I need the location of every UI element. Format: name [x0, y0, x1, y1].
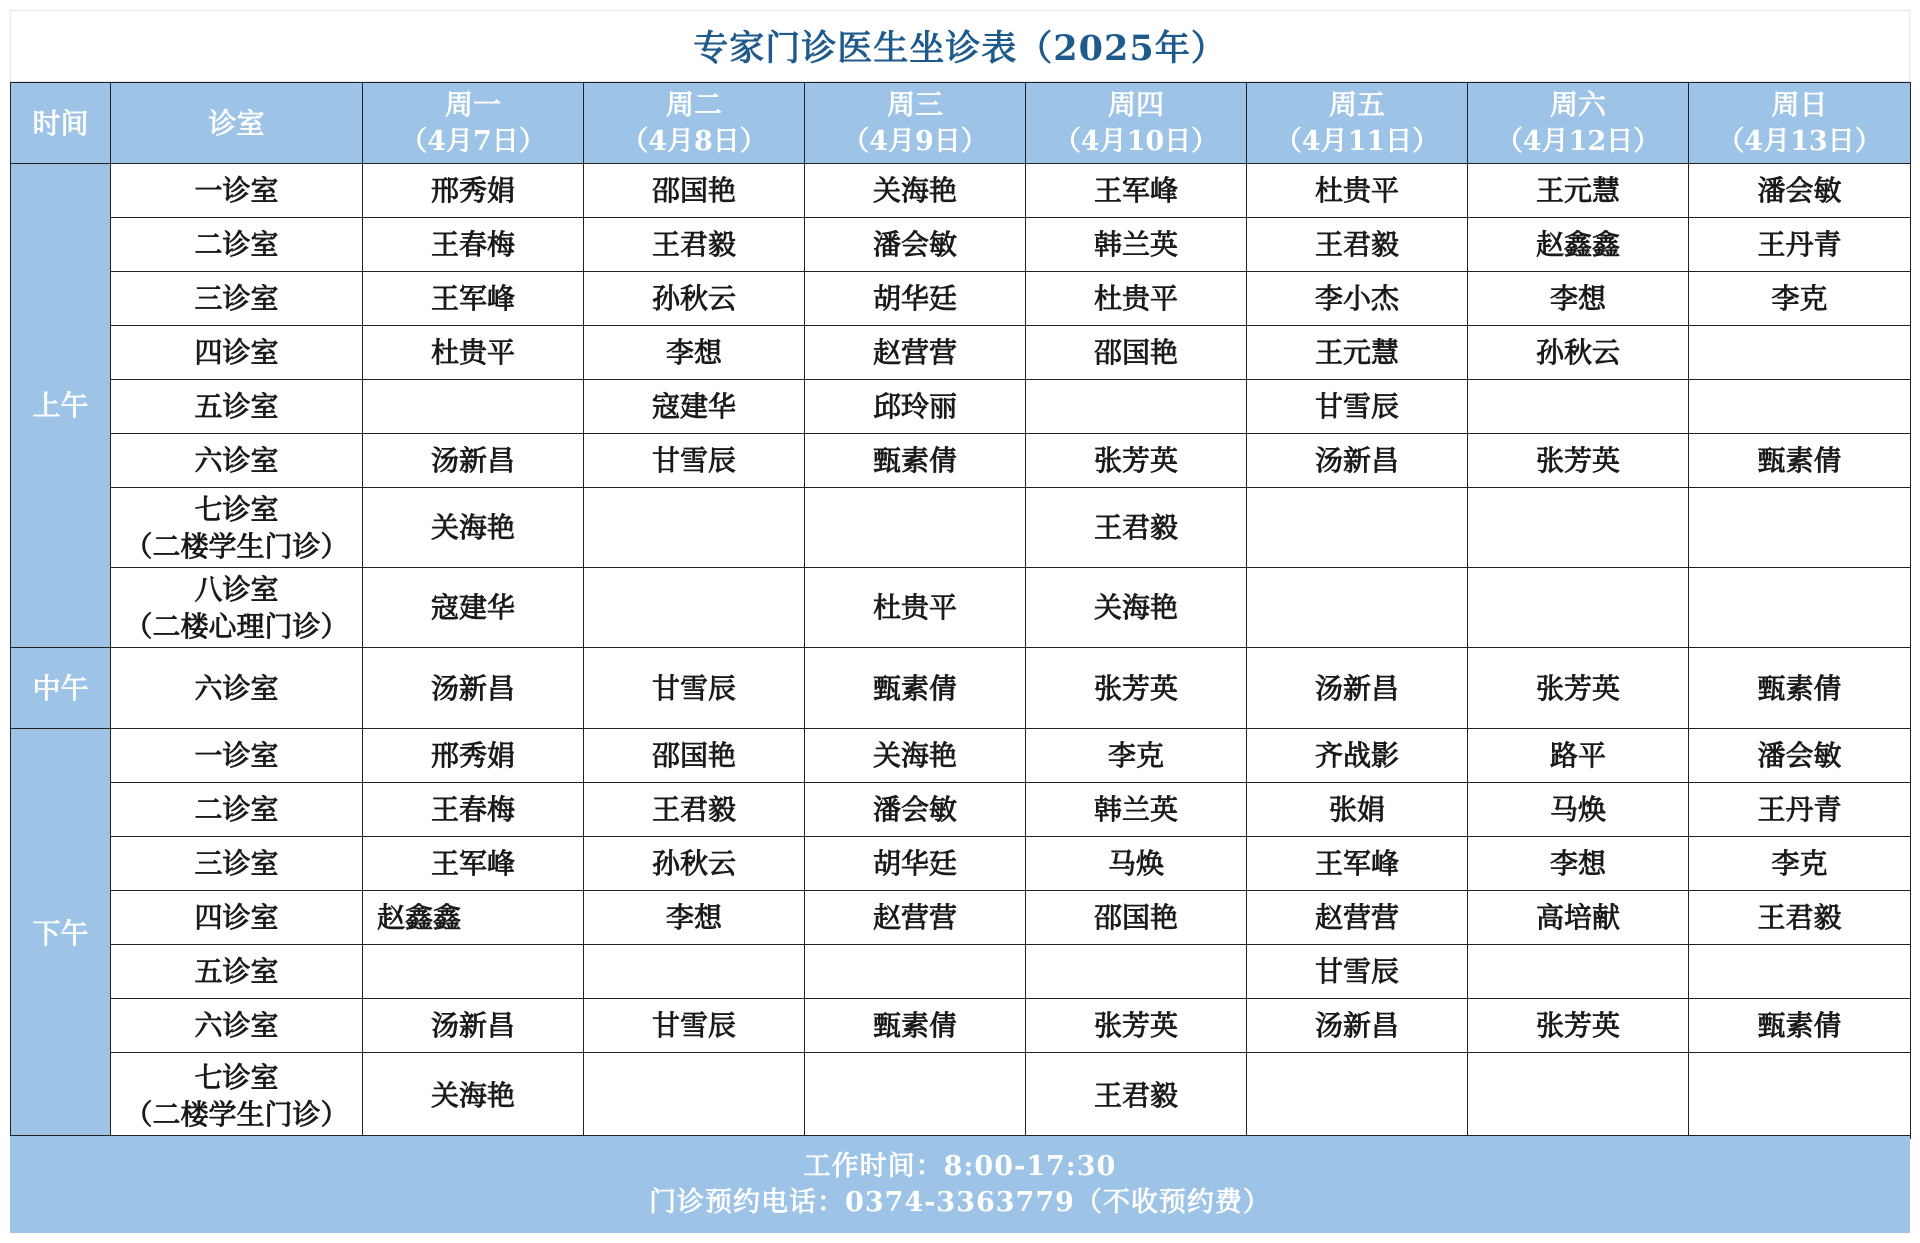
- day-name: 周六: [1549, 88, 1606, 121]
- doctor-cell: 孙秋云: [584, 272, 805, 326]
- doctor-cell: 王君毅: [1689, 891, 1911, 945]
- doctor-cell: 张芳英: [1026, 648, 1247, 729]
- doctor-cell: 甘雪辰: [1247, 945, 1468, 999]
- table-row: [11, 488, 1911, 568]
- doctor-cell: [1468, 568, 1689, 648]
- doctor-cell: 马焕: [1468, 783, 1689, 837]
- doctor-cell: 邵国艳: [584, 729, 805, 783]
- day-name: 周四: [1107, 88, 1164, 121]
- doctor-cell: 甘雪辰: [584, 434, 805, 488]
- doctor-cell: 关海艳: [363, 1053, 584, 1139]
- table-row: [11, 272, 1911, 326]
- doctor-cell: [1468, 945, 1689, 999]
- doctor-cell: 韩兰英: [1026, 218, 1247, 272]
- doctor-cell: 韩兰英: [1026, 783, 1247, 837]
- table-row: [11, 380, 1911, 434]
- doctor-cell: [1247, 1053, 1468, 1139]
- header-time: 时间: [11, 83, 111, 164]
- doctor-cell: 潘会敏: [805, 783, 1026, 837]
- header-day: [1689, 83, 1911, 164]
- doctor-cell: 甄素倩: [1689, 434, 1911, 488]
- doctor-cell: 汤新昌: [363, 648, 584, 729]
- table-row: [11, 326, 1911, 380]
- doctor-cell: 李想: [1468, 837, 1689, 891]
- doctor-cell: [1689, 945, 1911, 999]
- room-cell: 六诊室: [111, 434, 363, 488]
- day-date: （4月8日）: [621, 126, 767, 157]
- doctor-cell: 王元慧: [1247, 326, 1468, 380]
- doctor-cell: [1247, 568, 1468, 648]
- doctor-cell: [1689, 1053, 1911, 1139]
- room-cell: 六诊室: [111, 648, 363, 729]
- room-cell: 一诊室: [111, 164, 363, 218]
- day-date: （4月7日）: [400, 126, 546, 157]
- day-name: 周三: [886, 88, 943, 121]
- table-row: [11, 783, 1911, 837]
- doctor-cell: 王军峰: [363, 272, 584, 326]
- doctor-cell: 王君毅: [1026, 1053, 1247, 1139]
- doctor-cell: [1689, 568, 1911, 648]
- doctor-cell: 马焕: [1026, 837, 1247, 891]
- doctor-cell: 李克: [1689, 837, 1911, 891]
- doctor-cell: 关海艳: [1026, 568, 1247, 648]
- doctor-cell: 张娟: [1247, 783, 1468, 837]
- doctor-cell: 甄素倩: [805, 434, 1026, 488]
- period-morning: 上午: [11, 164, 111, 648]
- room-cell: 五诊室: [111, 380, 363, 434]
- table-row: [11, 164, 1911, 218]
- room-cell: 六诊室: [111, 999, 363, 1053]
- doctor-cell: [1468, 488, 1689, 568]
- doctor-cell: [584, 568, 805, 648]
- table-row: [11, 999, 1911, 1053]
- doctor-cell: 汤新昌: [363, 999, 584, 1053]
- header-day: [584, 83, 805, 164]
- doctor-cell: [805, 1053, 1026, 1139]
- day-date: （4月12日）: [1495, 126, 1661, 157]
- doctor-cell: 王君毅: [584, 783, 805, 837]
- header-day: [805, 83, 1026, 164]
- room-cell: 五诊室: [111, 945, 363, 999]
- room-name: 八诊室: [194, 572, 279, 606]
- doctor-cell: 王君毅: [584, 218, 805, 272]
- doctor-cell: 路平: [1468, 729, 1689, 783]
- day-date: （4月13日）: [1717, 126, 1882, 157]
- doctor-cell: 甄素倩: [805, 648, 1026, 729]
- table-row: [11, 891, 1911, 945]
- room-cell: 三诊室: [111, 272, 363, 326]
- doctor-cell: 潘会敏: [805, 218, 1026, 272]
- schedule-table: [10, 82, 1911, 1139]
- day-name: 周二: [665, 88, 722, 121]
- room-cell: [111, 1053, 363, 1139]
- doctor-cell: 张芳英: [1468, 999, 1689, 1053]
- period-afternoon: 下午: [11, 729, 111, 1139]
- doctor-cell: 杜贵平: [805, 568, 1026, 648]
- header-day: [1247, 83, 1468, 164]
- doctor-cell: 甄素倩: [805, 999, 1026, 1053]
- room-cell: 三诊室: [111, 837, 363, 891]
- doctor-cell: 王君毅: [1247, 218, 1468, 272]
- day-date: （4月10日）: [1053, 126, 1219, 157]
- header-day: [1026, 83, 1247, 164]
- table-row: [11, 945, 1911, 999]
- doctor-cell: [1689, 380, 1911, 434]
- doctor-cell: 张芳英: [1468, 434, 1689, 488]
- doctor-cell: 甘雪辰: [584, 999, 805, 1053]
- doctor-cell: 李想: [584, 891, 805, 945]
- doctor-cell: 李想: [584, 326, 805, 380]
- doctor-cell: 张芳英: [1026, 999, 1247, 1053]
- doctor-cell: 赵营营: [805, 891, 1026, 945]
- doctor-cell: [805, 945, 1026, 999]
- doctor-cell: 邢秀娟: [363, 729, 584, 783]
- room-subtitle: （二楼心理门诊）: [124, 609, 349, 643]
- doctor-cell: 赵鑫鑫: [363, 891, 584, 945]
- room-cell: [111, 568, 363, 648]
- day-name: 周五: [1328, 88, 1385, 121]
- doctor-cell: 邢秀娟: [363, 164, 584, 218]
- doctor-cell: 寇建华: [584, 380, 805, 434]
- doctor-cell: 孙秋云: [1468, 326, 1689, 380]
- room-subtitle: （二楼学生门诊）: [124, 529, 349, 563]
- doctor-cell: 甘雪辰: [584, 648, 805, 729]
- doctor-cell: [1026, 945, 1247, 999]
- period-noon: 中午: [11, 648, 111, 729]
- table-row: [11, 837, 1911, 891]
- doctor-cell: [584, 1053, 805, 1139]
- room-name: 七诊室: [194, 492, 279, 526]
- doctor-cell: 高培献: [1468, 891, 1689, 945]
- doctor-cell: 邵国艳: [1026, 326, 1247, 380]
- room-cell: 一诊室: [111, 729, 363, 783]
- day-date: （4月11日）: [1274, 126, 1440, 157]
- doctor-cell: 王春梅: [363, 783, 584, 837]
- day-date: （4月9日）: [842, 126, 988, 157]
- doctor-cell: [584, 488, 805, 568]
- table-row: [11, 434, 1911, 488]
- room-cell: [111, 488, 363, 568]
- doctor-cell: [363, 380, 584, 434]
- room-cell: 四诊室: [111, 891, 363, 945]
- table-row: [11, 1053, 1911, 1139]
- room-cell: 四诊室: [111, 326, 363, 380]
- doctor-cell: 王丹青: [1689, 783, 1911, 837]
- room-cell: 二诊室: [111, 218, 363, 272]
- doctor-cell: 关海艳: [805, 729, 1026, 783]
- doctor-cell: 李克: [1689, 272, 1911, 326]
- doctor-cell: [1247, 488, 1468, 568]
- day-name: 周一: [444, 88, 501, 121]
- doctor-cell: 王军峰: [1026, 164, 1247, 218]
- doctor-cell: 王军峰: [363, 837, 584, 891]
- header-day: [1468, 83, 1689, 164]
- footer-info: [10, 1135, 1910, 1233]
- header-row: [11, 83, 1911, 164]
- doctor-cell: 寇建华: [363, 568, 584, 648]
- doctor-cell: [1689, 488, 1911, 568]
- doctor-cell: 王军峰: [1247, 837, 1468, 891]
- doctor-cell: 赵鑫鑫: [1468, 218, 1689, 272]
- doctor-cell: 张芳英: [1026, 434, 1247, 488]
- doctor-cell: 关海艳: [363, 488, 584, 568]
- doctor-cell: 王君毅: [1026, 488, 1247, 568]
- doctor-cell: 邵国艳: [1026, 891, 1247, 945]
- doctor-cell: 关海艳: [805, 164, 1026, 218]
- doctor-cell: 甄素倩: [1689, 999, 1911, 1053]
- doctor-cell: 汤新昌: [1247, 434, 1468, 488]
- doctor-cell: [1689, 326, 1911, 380]
- doctor-cell: 王春梅: [363, 218, 584, 272]
- doctor-cell: 胡华廷: [805, 837, 1026, 891]
- appointment-phone: 门诊预约电话：0374-3363779（不收预约费）: [649, 1186, 1271, 1218]
- doctor-cell: 汤新昌: [363, 434, 584, 488]
- doctor-cell: 邵国艳: [584, 164, 805, 218]
- doctor-cell: [1026, 380, 1247, 434]
- doctor-cell: 杜贵平: [1026, 272, 1247, 326]
- doctor-cell: 甘雪辰: [1247, 380, 1468, 434]
- doctor-cell: [1468, 1053, 1689, 1139]
- doctor-cell: 李想: [1468, 272, 1689, 326]
- doctor-cell: 汤新昌: [1247, 999, 1468, 1053]
- doctor-cell: 张芳英: [1468, 648, 1689, 729]
- header-room: 诊室: [111, 83, 363, 164]
- doctor-cell: 胡华廷: [805, 272, 1026, 326]
- doctor-cell: [584, 945, 805, 999]
- day-name: 周日: [1771, 88, 1828, 121]
- doctor-cell: 王元慧: [1468, 164, 1689, 218]
- doctor-cell: 赵营营: [1247, 891, 1468, 945]
- doctor-cell: 齐战影: [1247, 729, 1468, 783]
- doctor-cell: 李小杰: [1247, 272, 1468, 326]
- doctor-cell: [363, 945, 584, 999]
- doctor-cell: 王丹青: [1689, 218, 1911, 272]
- table-row: [11, 648, 1911, 729]
- doctor-cell: [1468, 380, 1689, 434]
- doctor-cell: 李克: [1026, 729, 1247, 783]
- table-row: [11, 218, 1911, 272]
- doctor-cell: 汤新昌: [1247, 648, 1468, 729]
- doctor-cell: 杜贵平: [363, 326, 584, 380]
- doctor-cell: 潘会敏: [1689, 164, 1911, 218]
- room-cell: 二诊室: [111, 783, 363, 837]
- working-hours: 工作时间：8:00-17:30: [803, 1150, 1117, 1182]
- doctor-cell: 甄素倩: [1689, 648, 1911, 729]
- doctor-cell: [805, 488, 1026, 568]
- doctor-cell: 潘会敏: [1689, 729, 1911, 783]
- room-subtitle: （二楼学生门诊）: [124, 1097, 349, 1131]
- doctor-cell: 孙秋云: [584, 837, 805, 891]
- table-row: [11, 729, 1911, 783]
- doctor-cell: 邱玲丽: [805, 380, 1026, 434]
- page-title: 专家门诊医生坐诊表（2025年）: [10, 10, 1910, 82]
- room-name: 七诊室: [194, 1060, 279, 1094]
- doctor-cell: 赵营营: [805, 326, 1026, 380]
- doctor-cell: 杜贵平: [1247, 164, 1468, 218]
- table-row: [11, 568, 1911, 648]
- header-day: [363, 83, 584, 164]
